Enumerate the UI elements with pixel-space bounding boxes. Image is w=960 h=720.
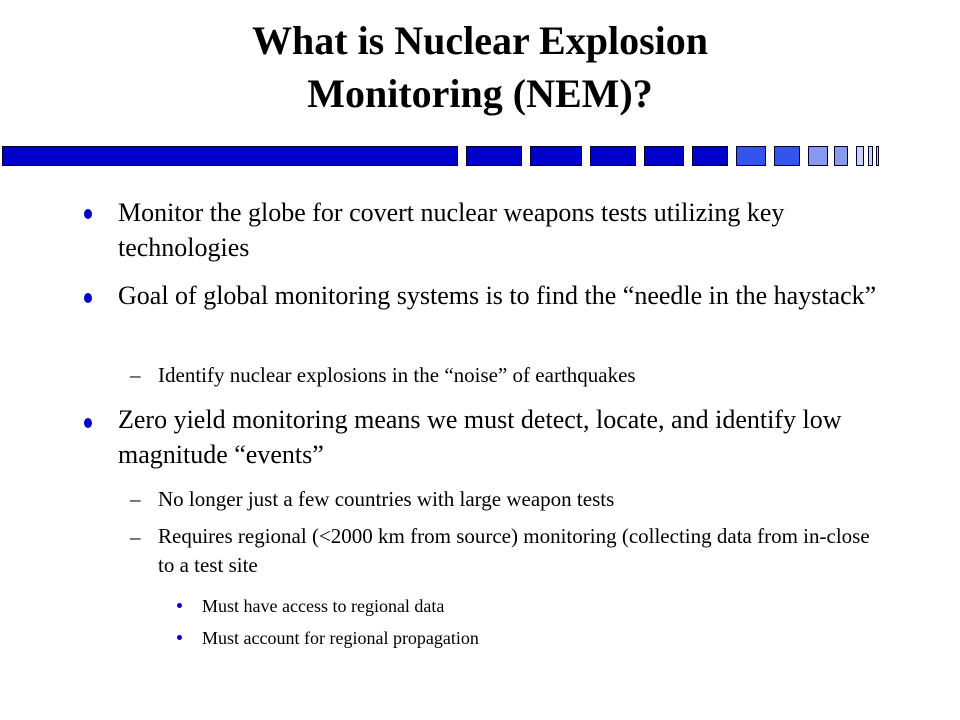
bullet-text: Zero yield monitoring means we must detect, locate, and identify low magnitude “events” bbox=[118, 405, 842, 469]
dash-marker: – bbox=[130, 487, 141, 511]
sub-sub-bullet-text: Must have access to regional data bbox=[202, 596, 445, 616]
sub-sub-bullet-text: Must account for regional propagation bbox=[202, 628, 479, 648]
bar-segment bbox=[530, 146, 582, 166]
slide-title-line-2: Monitoring (NEM)? bbox=[307, 71, 653, 116]
bar-segment bbox=[2, 146, 458, 166]
bullet-marker bbox=[84, 209, 92, 219]
slide-title-line-1: What is Nuclear Explosion bbox=[252, 18, 708, 63]
bar-segment bbox=[736, 146, 766, 166]
bullet-marker bbox=[84, 293, 92, 303]
bar-segment bbox=[856, 146, 864, 166]
bar-segment bbox=[876, 146, 879, 166]
bar-segment bbox=[808, 146, 828, 166]
dot-marker bbox=[177, 603, 182, 608]
bar-segment bbox=[590, 146, 636, 166]
dash-marker: – bbox=[130, 363, 141, 387]
slide-title bbox=[0, 14, 960, 120]
sub-bullet-text: No longer just a few countries with large weapon tests bbox=[158, 487, 615, 511]
bar-segment bbox=[834, 146, 848, 166]
dot-marker bbox=[177, 635, 182, 640]
sub-bullet-text: Identify nuclear explosions in the “noise” of earthquakes bbox=[158, 363, 636, 387]
bar-segment bbox=[644, 146, 684, 166]
bullet-marker bbox=[84, 418, 92, 428]
bullet-text: Goal of global monitoring systems is to find the “needle in the haystack” bbox=[118, 281, 877, 310]
dash-marker: – bbox=[130, 525, 141, 549]
bar-segment bbox=[774, 146, 800, 166]
bar-segment bbox=[692, 146, 728, 166]
bullet-text: Monitor the globe for covert nuclear weapons tests utilizing key technologies bbox=[118, 198, 785, 262]
sub-bullet-text: Requires regional (<2000 km from source) monitoring (collecting data from in-close to a test site bbox=[158, 524, 870, 577]
bar-segment bbox=[466, 146, 522, 166]
bar-segment bbox=[868, 146, 873, 166]
